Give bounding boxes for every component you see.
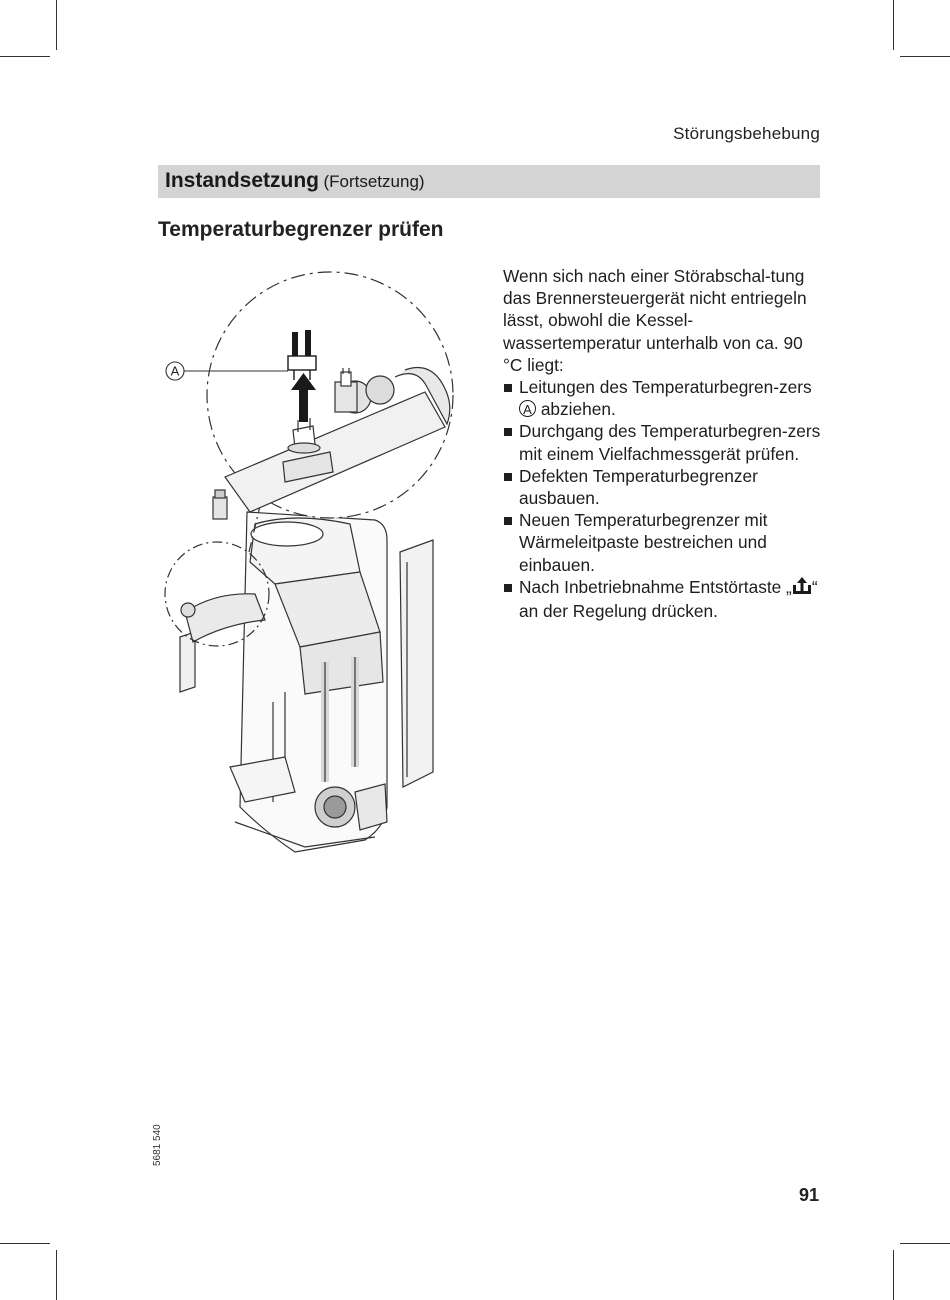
boiler-illustration [155, 262, 465, 862]
bullet-square-icon [504, 384, 512, 392]
section-subtitle: (Fortsetzung) [323, 172, 425, 191]
page-heading: Temperaturbegrenzer prüfen [158, 218, 444, 241]
crop-mark [56, 0, 57, 50]
crop-mark [900, 56, 950, 57]
list-item: Leitungen des Temperaturbegren-zers A abziehen. [503, 376, 823, 420]
reset-key-icon [792, 577, 812, 600]
step-list [503, 376, 823, 622]
callout-label: A [170, 363, 180, 379]
page-number: 91 [798, 1185, 819, 1205]
bullet-square-icon [504, 517, 512, 525]
crop-mark [893, 0, 894, 50]
document-number: 5681 540 [152, 1124, 163, 1166]
crop-mark [0, 56, 50, 57]
list-item: Durchgang des Temperaturbegren-zers mit einem Vielfachmessgerät prüfen. [503, 420, 823, 464]
crop-mark [56, 1250, 57, 1300]
bullet-square-icon [504, 473, 512, 481]
running-head: Störungsbehebung [673, 124, 820, 143]
crop-mark [900, 1243, 950, 1244]
list-item: Defekten Temperaturbegrenzer ausbauen. [503, 465, 823, 509]
bullet-square-icon [504, 584, 512, 592]
intro-paragraph: Wenn sich nach einer Störabschal-tung das Brennersteuergerät nicht entriegeln lässt, obwohl die Kessel-wassertemperatur unterhalb von ca. 90 °C liegt: [503, 266, 807, 375]
reference-label: A [519, 400, 536, 417]
section-title-bar [158, 165, 820, 198]
section-title: Instandsetzung [165, 169, 320, 192]
instruction-text [503, 265, 823, 622]
bullet-square-icon [504, 428, 512, 436]
list-item: Neuen Temperaturbegrenzer mit Wärmeleitpaste bestreichen und einbauen. [503, 509, 823, 576]
crop-mark [0, 1243, 50, 1244]
crop-mark [893, 1250, 894, 1300]
list-item: Nach Inbetriebnahme Entstörtaste „ “ an der Regelung drücken. [503, 576, 823, 622]
